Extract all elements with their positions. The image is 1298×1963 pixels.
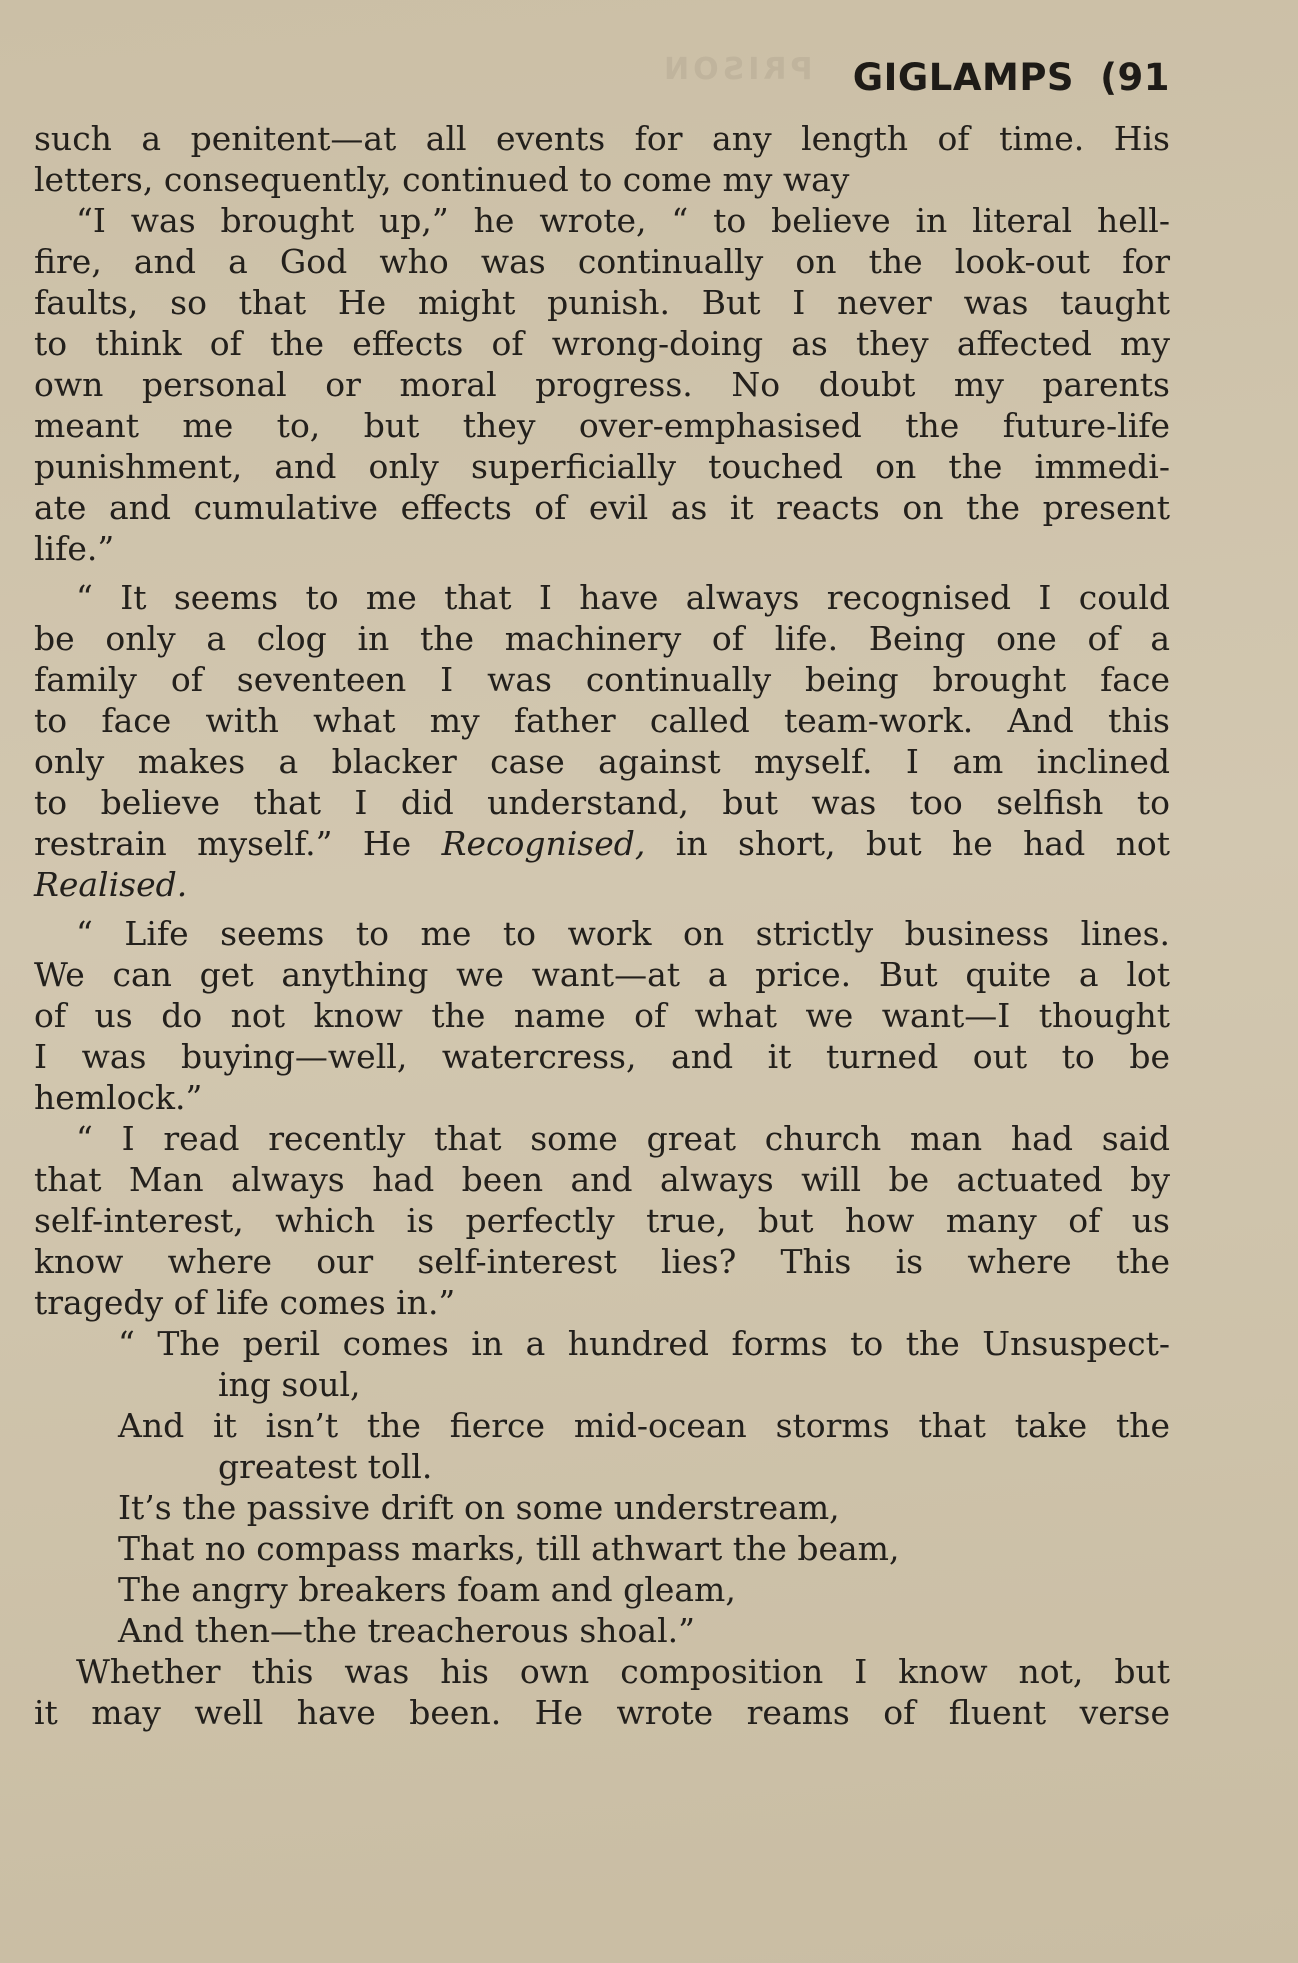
poem-line: It’s the passive drift on some understream,: [118, 1488, 840, 1527]
running-header: [853, 56, 1170, 99]
text-line: life.”: [34, 529, 115, 568]
text-line: letters, consequently, continued to come my way: [34, 160, 850, 199]
text-line: such a penitent—at all events for any length of time. His: [34, 119, 1170, 158]
text-line: ate and cumulative effects of evil as it reacts on the present: [34, 488, 1170, 527]
poem-line: And then—the treacherous shoal.”: [118, 1611, 696, 1650]
text-line: “ I read recently that some great church man had said: [76, 1119, 1170, 1158]
text-line: own personal or moral progress. No doubt my parents: [34, 365, 1170, 404]
text-line: of us do not know the name of what we want—I thought: [34, 996, 1170, 1035]
text-line: I was buying—well, watercress, and it turned out to be: [34, 1037, 1170, 1076]
text-line: “ It seems to me that I have always recognised I could: [76, 578, 1170, 617]
text-line: be only a clog in the machinery of life. Being one of a: [34, 619, 1170, 658]
poem-line: greatest toll.: [218, 1447, 433, 1486]
text-line: self-interest, which is perfectly true, but how many of us: [34, 1201, 1170, 1240]
bleed-through-text: PRISON: [660, 52, 813, 87]
text-line: faults, so that He might punish. But I never was taught: [34, 283, 1170, 322]
text-line: family of seventeen I was continually being brought face: [34, 660, 1170, 699]
text-run: in short, but he had not: [645, 824, 1171, 863]
text-line: know where our self-interest lies? This is where the: [34, 1242, 1170, 1281]
text-line: Whether this was his own composition I know not, but: [76, 1652, 1170, 1691]
poem-line: “ The peril comes in a hundred forms to the Unsuspect-: [118, 1324, 1170, 1363]
poem-line: ing soul,: [218, 1365, 361, 1404]
text-line: We can get anything we want—at a price. But quite a lot: [34, 955, 1170, 994]
text-line: “ Life seems to me to work on strictly business lines.: [76, 914, 1170, 953]
poem-line: The angry breakers foam and gleam,: [118, 1570, 736, 1609]
running-header-title: GIGLAMPS: [852, 56, 1075, 99]
text-line: only makes a blacker case against myself. I am inclined: [34, 742, 1170, 781]
poem-line: And it isn’t the fierce mid-ocean storms that take the: [118, 1406, 1170, 1445]
text-run: restrain myself.” He: [34, 824, 442, 863]
text-line: to face with what my father called team-work. And this: [34, 701, 1170, 740]
italic-text: Recognised,: [441, 824, 646, 863]
text-line: to think of the effects of wrong-doing as they affected my: [34, 324, 1170, 363]
poem-line: That no compass marks, till athwart the beam,: [118, 1529, 900, 1568]
body-text: [34, 118, 1170, 1733]
text-line: to believe that I did understand, but was too selfish to: [34, 783, 1170, 822]
text-line: tragedy of life comes in.”: [34, 1283, 456, 1322]
text-line: [34, 823, 1170, 864]
text-line: it may well have been. He wrote reams of fluent verse: [34, 1693, 1170, 1732]
page-number: (91: [1100, 56, 1170, 99]
italic-text: Realised.: [34, 865, 188, 904]
text-line: [34, 864, 1170, 905]
text-line: meant me to, but they over-emphasised the future-life: [34, 406, 1170, 445]
text-line: “I was brought up,” he wrote, “ to believe in literal hell-: [76, 201, 1170, 240]
text-line: fire, and a God who was continually on the look-out for: [34, 242, 1170, 281]
text-line: hemlock.”: [34, 1078, 203, 1117]
text-line: punishment, and only superficially touched on the immedi-: [34, 447, 1170, 486]
text-line: that Man always had been and always will be actuated by: [34, 1160, 1170, 1199]
